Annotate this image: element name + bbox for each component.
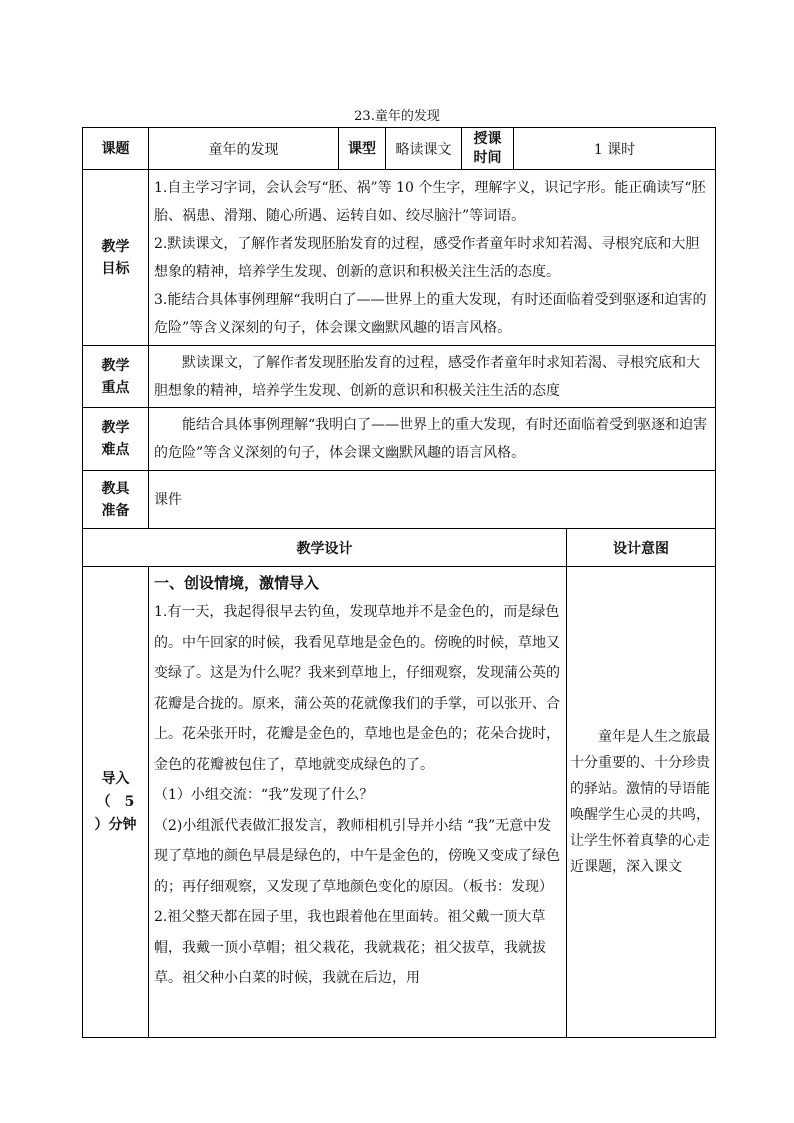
intro-paragraph: （1）小组交流：“我”发现了什么？ xyxy=(154,787,374,803)
goal-item: 3.能结合具体事例理解“我明白了——世界上的重大发现，有时还面临着受到驱逐和迫害的危险”等含义深刻的句子，体会课文幽默风趣的语言风格。 xyxy=(154,291,707,336)
goals-label-line1: 教学 xyxy=(101,238,130,255)
topic-label: 课题 xyxy=(83,128,149,170)
difficulties-label-line2: 难点 xyxy=(101,442,130,458)
header-row xyxy=(83,128,716,170)
tools-row xyxy=(83,471,716,529)
intro-paragraph: （2)小组派代表做汇报发言，教师相机引导并小结 “我”无意中发现了草地的颜色早晨是绿色的，中午是金色的，傍晚又变成了绿色的；再仔细观察，又发现了草地颜色变化的原因。（板书：发现） xyxy=(154,817,560,895)
key-points-label xyxy=(83,346,149,408)
difficulties-label xyxy=(83,408,149,471)
intent-header: 设计意图 xyxy=(567,529,716,567)
goals-row xyxy=(83,170,716,346)
lesson-plan-table xyxy=(82,127,716,1038)
intro-label xyxy=(83,567,149,1038)
document-title: 23.童年的发现 xyxy=(354,109,440,124)
goal-item: 1.自主学习字词，会认会写“胚、祸”等 10 个生字，理解字义，识记字形。能正确读写“胚胎、祸患、滑翔、随心所遇、运转自如、绞尽脑汁”等词语。 xyxy=(154,179,706,224)
hours-label-line2: 时间 xyxy=(473,149,502,166)
type-value: 略读课文 xyxy=(386,128,462,170)
intro-intent: 童年是人生之旅最十分重要的、十分珍贵的驿站。激情的导语能唤醒学生心灵的共鸣，让学生怀着真挚的心走近课题，深入课文 xyxy=(567,567,716,1038)
difficulties-content: 能结合具体事例理解“我明白了——世界上的重大发现，有时还面临着受到驱逐和迫害的危险”等含义深刻的句子，体会课文幽默风趣的语言风格。 xyxy=(149,408,716,471)
goals-label-line2: 目标 xyxy=(101,260,130,277)
tools-label-line1: 教具 xyxy=(101,480,130,497)
type-label: 课型 xyxy=(339,128,386,170)
topic-value: 童年的发现 xyxy=(149,128,339,170)
difficulties-row xyxy=(83,408,716,471)
goal-item: 2.默读课文，了解作者发现胚胎发育的过程，感受作者童年时求知若渴、寻根究底和大胆想象的精神，培养学生发现、创新的意识和积极关注生活的态度。 xyxy=(154,235,700,280)
hours-value: 1 课时 xyxy=(514,128,716,170)
intro-paragraph: 1.有一天，我起得很早去钓鱼，发现草地并不是金色的，而是绿色的。中午回家的时候，我看见草地是金色的。傍晚的时候，草地又变绿了。这是为什么呢？我来到草地上，仔细观察，发现蒲公英的花瓣是合拢的。原来，蒲公英的花就像我们的手掌，可以张开、合上。花朵张开时，花瓣是金色的，草地也是金色的；花朵合拢时，金色的花瓣被包住了，草地就变成绿色的了。 xyxy=(154,604,560,773)
intro-content xyxy=(149,567,567,1038)
intro-paragraph: 2.祖父整天都在园子里，我也跟着他在里面转。祖父戴一顶大草帽，我戴一顶小草帽；祖父栽花，我就栽花；祖父拔草，我就拔草。祖父种小白菜的时候，我就在后边，用 xyxy=(154,909,546,986)
hours-label xyxy=(462,128,514,170)
goals-content xyxy=(149,170,716,346)
tools-label xyxy=(83,471,149,529)
design-header-row xyxy=(83,529,716,567)
section-title: 一、创设情境，激情导入 xyxy=(154,574,320,592)
intro-row xyxy=(83,567,716,1038)
intro-label-line2: （ 5 xyxy=(96,793,135,810)
tools-label-line2: 准备 xyxy=(101,502,130,519)
intro-label-line1: 导入 xyxy=(101,770,130,787)
key-points-label-line2: 重点 xyxy=(101,379,130,396)
tools-content: 课件 xyxy=(149,471,716,529)
key-points-row xyxy=(83,346,716,408)
key-points-content: 默读课文，了解作者发现胚胎发育的过程，感受作者童年时求知若渴、寻根究底和大胆想象的精神，培养学生发现、创新的意识和积极关注生活的态度 xyxy=(149,346,716,408)
design-header: 教学设计 xyxy=(83,529,567,567)
difficulties-label-line1: 教学 xyxy=(101,420,130,436)
intro-label-line3: ）分钟 xyxy=(94,816,137,833)
hours-label-line1: 授课 xyxy=(473,130,502,147)
key-points-label-line1: 教学 xyxy=(101,357,130,374)
goals-label xyxy=(83,170,149,346)
